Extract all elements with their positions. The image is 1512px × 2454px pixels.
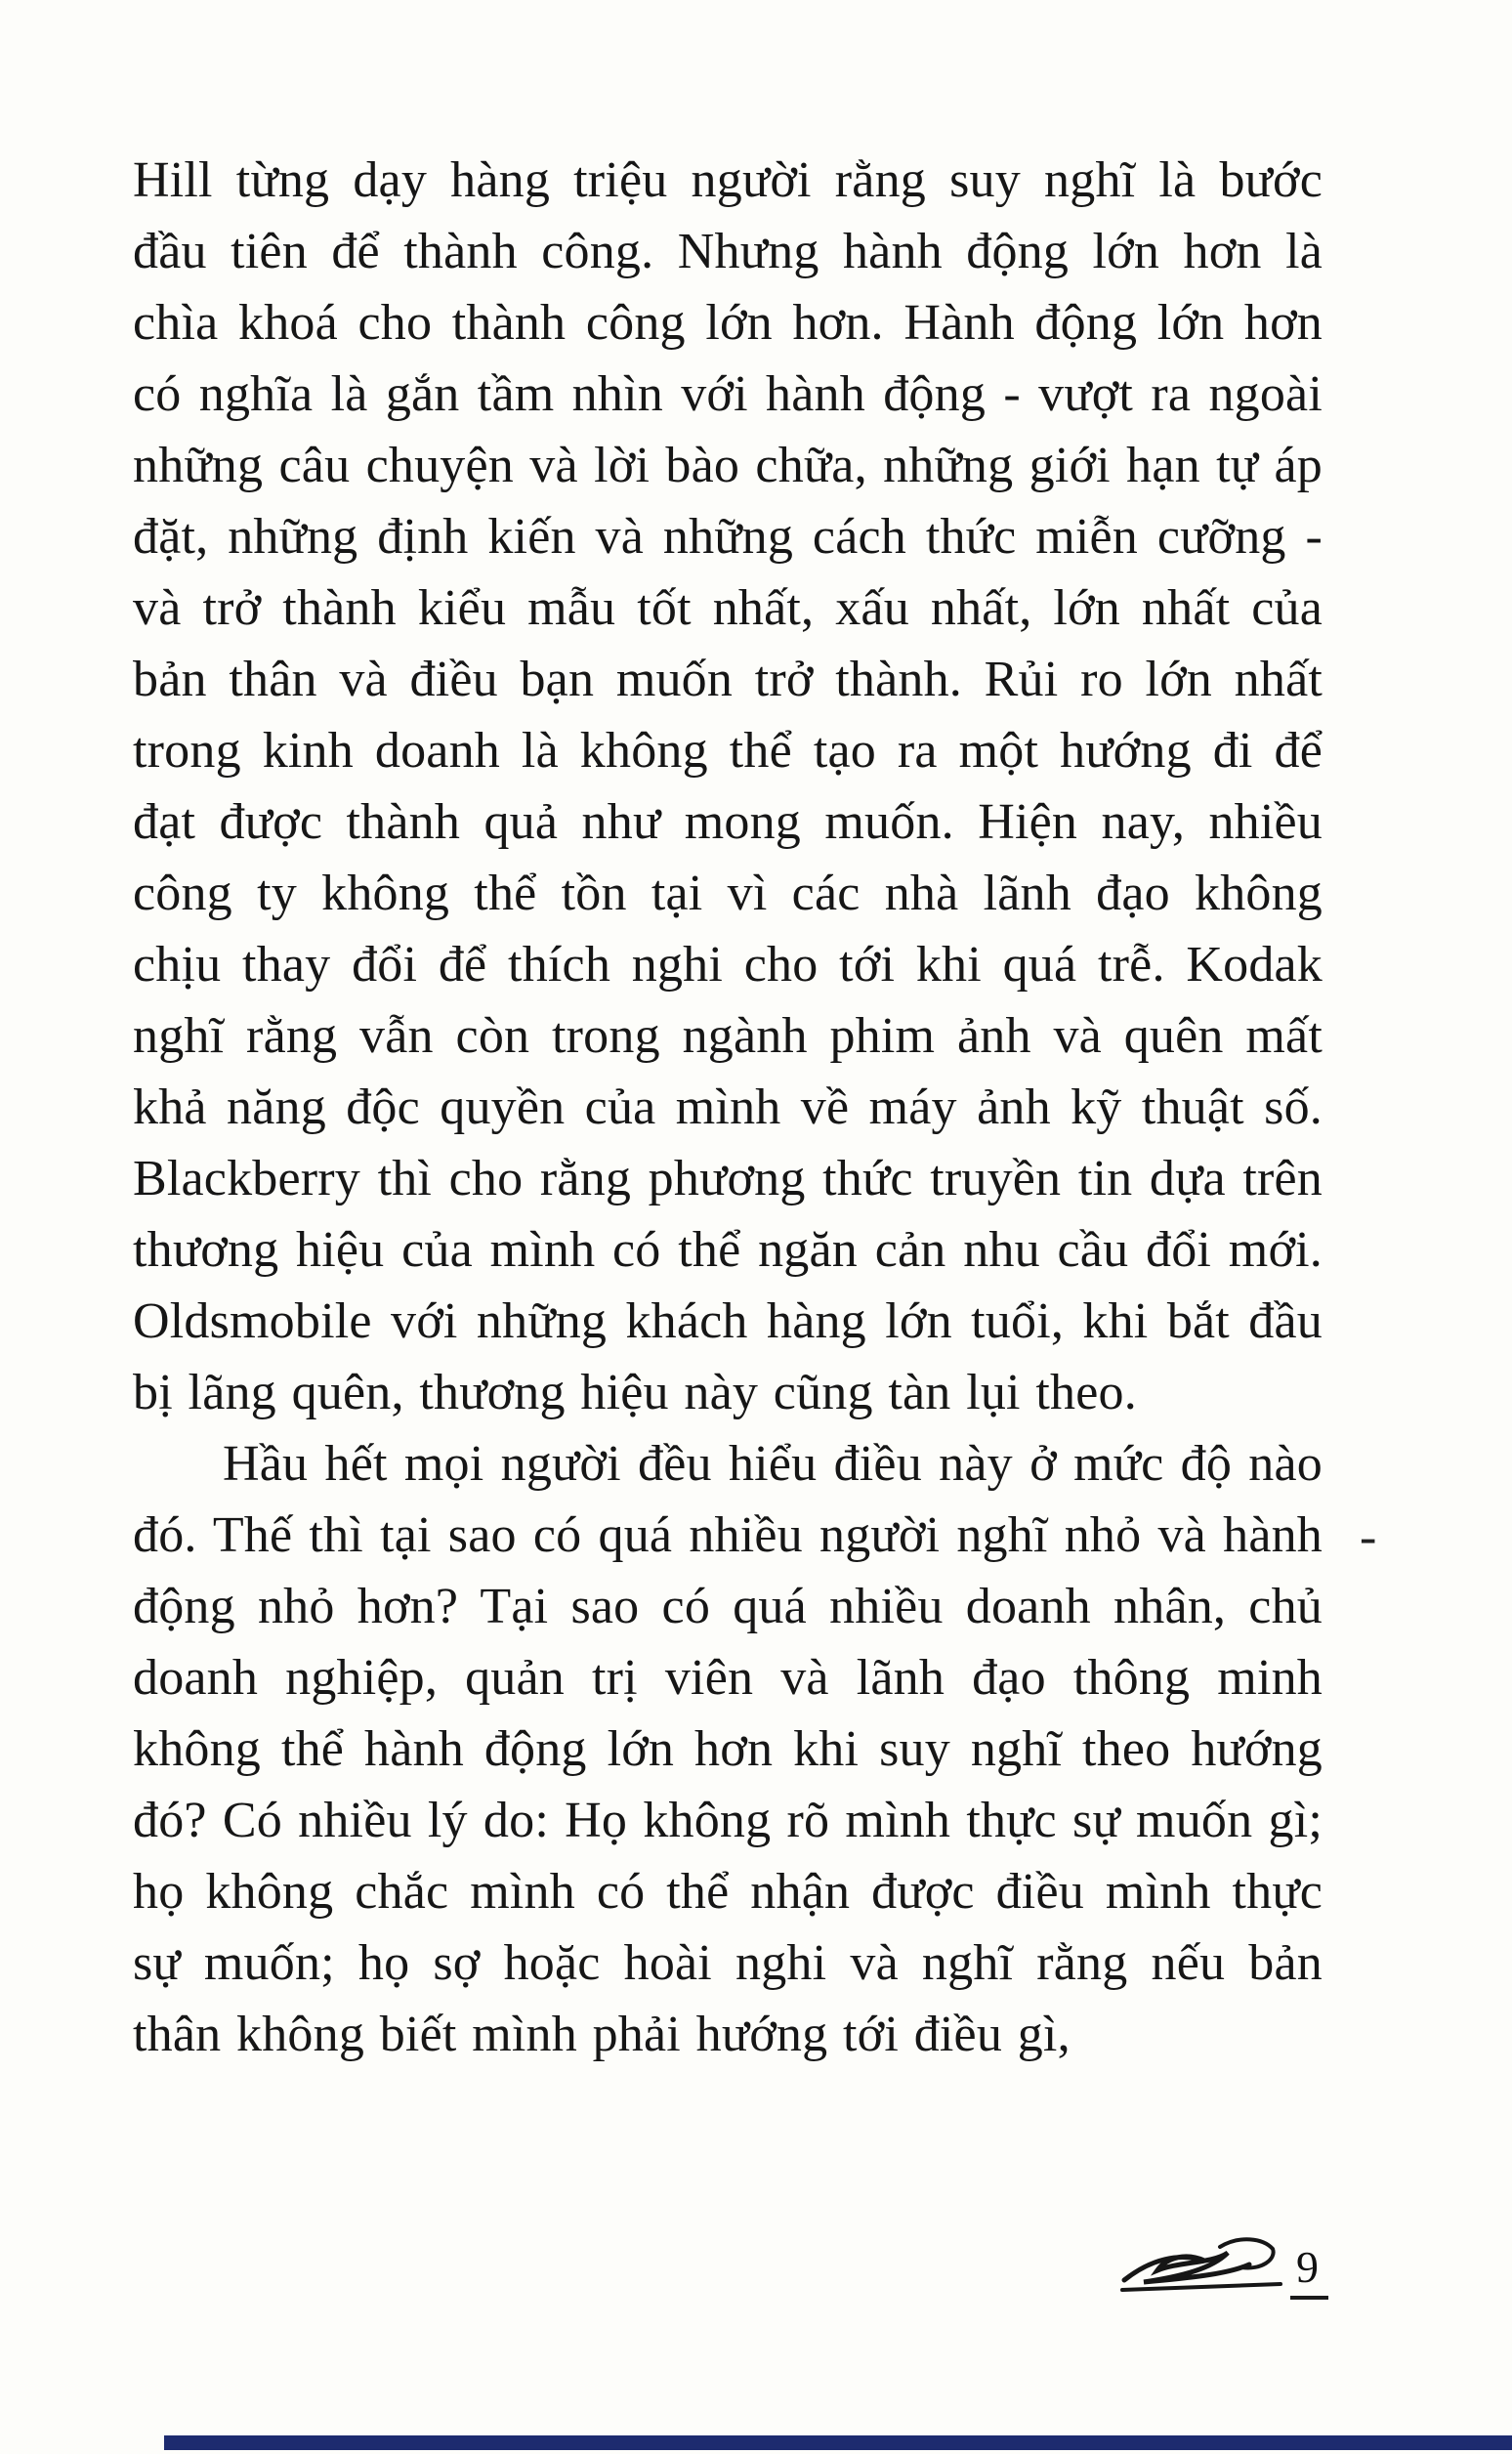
paragraph-2: Hầu hết mọi người đều hiểu điều này ở mức độ nào đó. Thế thì tại sao có quá nhiều người nghĩ nhỏ và hành động nhỏ hơn? Tại sao có quá nhiều doanh nhân, chủ doanh nghiệp, quản trị viên và lãnh đạo thông minh không thể hành động lớn hơn khi suy nghĩ theo hướng đó? Có nhiều lý do: Họ không rõ mình thực sự muốn gì; họ không chắc mình có thể nhận được điều mình thực sự muốn; họ sợ hoặc hoài nghi và nghĩ rằng nếu bản thân không biết mình phải hướng tới điều gì, xyxy=(133,1436,1323,2062)
page-number: 9 xyxy=(1290,2245,1328,2300)
paragraph-1: Hill từng dạy hàng triệu người rằng suy nghĩ là bước đầu tiên để thành công. Nhưng hành động lớn hơn là chìa khoá cho thành công lớn hơn. Hành động lớn hơn có nghĩa là gắn tầm nhìn với hành động - vượt ra ngoài những câu chuyện và lời bào chữa, những giới hạn tự áp đặt, những định kiến và những cách thức miễn cưỡng - và trở thành kiểu mẫu tốt nhất, xấu nhất, lớn nhất của bản thân và điều bạn muốn trở thành. Rủi ro lớn nhất trong kinh doanh là không thể tạo ra một hướng đi để đạt được thành quả như mong muốn. Hiện nay, nhiều công ty không thể tồn tại vì các nhà lãnh đạo không chịu thay đổi để thích nghi cho tới khi quá trễ. Kodak nghĩ rằng vẫn còn trong ngành phim ảnh và quên mất khả năng độc quyền của mình về máy ảnh kỹ thuật số. Blackberry thì cho rằng phương thức truyền tin dựa trên thương hiệu của mình có thể ngăn cản nhu cầu đổi mới. Oldsmobile với những khách hàng lớn tuổi, khi bắt đầu bị lãng quên, thương hiệu này cũng tàn lụi theo. xyxy=(133,152,1323,1420)
bottom-edge-bar xyxy=(164,2435,1512,2450)
ink-flourish-icon xyxy=(1118,2229,1284,2300)
body-text xyxy=(133,145,1323,2070)
page-footer xyxy=(1118,2229,1328,2300)
margin-mark: - xyxy=(1360,1509,1377,1565)
